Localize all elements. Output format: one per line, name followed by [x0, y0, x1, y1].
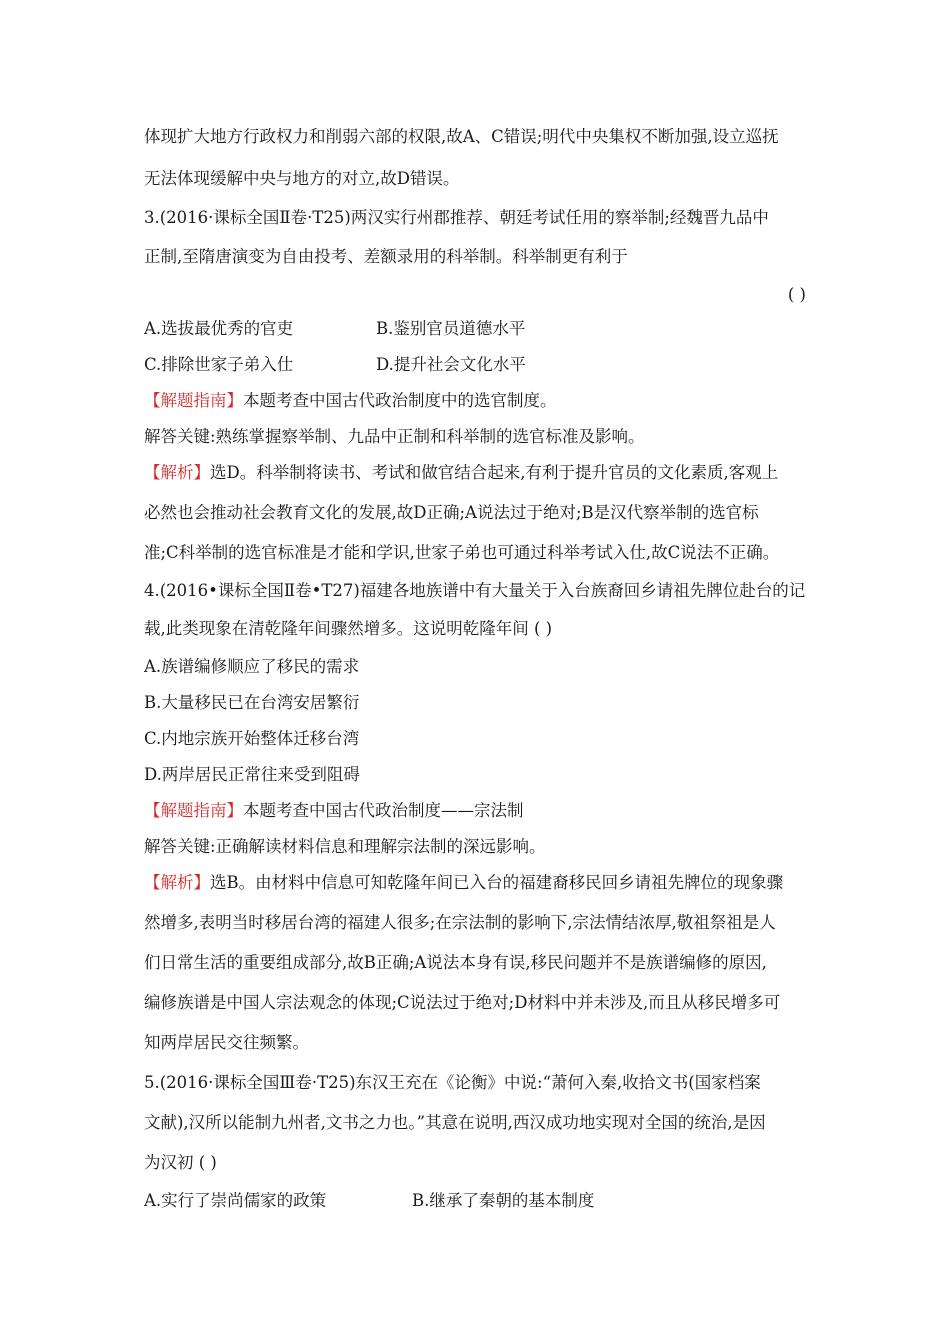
- option-b: B.大量移民已在台湾安居繁衍: [144, 693, 360, 712]
- option-b: B.鉴别官员道德水平: [376, 319, 526, 338]
- option-row: [144, 1190, 810, 1212]
- key-line: 解答关键:熟练掌握察举制、九品中正制和科举制的选官标准及影响。: [144, 427, 645, 446]
- text-line: 无法体现缓解中央与地方的对立,故D错误。: [144, 169, 460, 188]
- option-row: [144, 354, 810, 376]
- option-d: D.两岸居民正常往来受到阻碍: [144, 765, 360, 784]
- question-5-stem: 为汉初 ( ): [144, 1153, 217, 1172]
- guide-text: 本题考查中国古代政治制度——宗法制: [243, 801, 524, 820]
- guide-tag: 【解题指南】: [144, 391, 243, 410]
- text-line: 体现扩大地方行政权力和削弱六部的权限,故A、C错误;明代中央集权不断加强,设立巡抚: [144, 127, 779, 146]
- analysis-line: 们日常生活的重要组成部分,故B正确;A说法本身有误,移民问题并不是族谱编修的原因,: [144, 953, 767, 972]
- option-a: A.选拔最优秀的官吏: [144, 319, 294, 338]
- analysis-text: 选B。由材料中信息可知乾隆年间已入台的福建裔移民回乡请祖先牌位的现象骤: [210, 873, 784, 892]
- option-a: A.实行了崇尚儒家的政策: [144, 1191, 327, 1210]
- analysis-line: [144, 462, 810, 484]
- question-5-stem: 5.(2016·课标全国Ⅲ卷·T25)东汉王充在《论衡》中说:“萧何入秦,收拾文书(国家档案: [144, 1073, 761, 1092]
- analysis-line: 然增多,表明当时移居台湾的福建人很多;在宗法制的影响下,宗法情结浓厚,敬祖祭祖是人: [144, 913, 776, 932]
- key-line: 解答关键:正确解读材料信息和理解宗法制的深远影响。: [144, 837, 546, 856]
- option-d: D.提升社会文化水平: [376, 355, 526, 374]
- analysis-text: 选D。科举制将读书、考试和做官结合起来,有利于提升官员的文化素质,客观上: [210, 463, 779, 482]
- question-5-stem: 文献),汉所以能制九州者,文书之力也。”其意在说明,西汉成功地实现对全国的统治,是因: [144, 1113, 766, 1132]
- analysis-tag: 【解析】: [144, 463, 210, 482]
- analysis-line: 准;C科举制的选官标准是才能和学识,世家子弟也可通过科举考试入仕,故C说法不正确。: [144, 543, 780, 562]
- option-b: B.继承了秦朝的基本制度: [412, 1191, 595, 1210]
- question-4-stem: 载,此类现象在清乾隆年间骤然增多。这说明乾隆年间 ( ): [144, 619, 553, 638]
- analysis-line: 必然也会推动社会教育文化的发展,故D正确;A说法过于绝对;B是汉代察举制的选官标: [144, 503, 759, 522]
- guide-line: [144, 390, 810, 412]
- option-a: A.族谱编修顺应了移民的需求: [144, 657, 360, 676]
- analysis-line: 知两岸居民交往频繁。: [144, 1033, 309, 1052]
- question-3-stem: 3.(2016·课标全国Ⅱ卷·T25)两汉实行州郡推荐、朝廷考试任用的察举制;经魏晋九品中: [144, 208, 769, 227]
- answer-blank: ( ): [787, 285, 806, 304]
- option-c: C.内地宗族开始整体迁移台湾: [144, 729, 360, 748]
- question-3-stem: 正制,至隋唐演变为自由投考、差额录用的科举制。科举制更有利于: [144, 247, 628, 266]
- option-row: [144, 318, 810, 340]
- guide-tag: 【解题指南】: [144, 801, 243, 820]
- analysis-line: [144, 872, 810, 894]
- analysis-line: 编修族谱是中国人宗法观念的体现;C说法过于绝对;D材料中并未涉及,而且从移民增多可: [144, 993, 781, 1012]
- option-c: C.排除世家子弟入仕: [144, 355, 294, 374]
- question-4-stem: 4.(2016•课标全国Ⅱ卷•T27)福建各地族谱中有大量关于入台族裔回乡请祖先牌位赴台的记: [144, 581, 806, 600]
- analysis-tag: 【解析】: [144, 873, 210, 892]
- guide-line: [144, 800, 810, 822]
- guide-text: 本题考查中国古代政治制度中的选官制度。: [243, 391, 557, 410]
